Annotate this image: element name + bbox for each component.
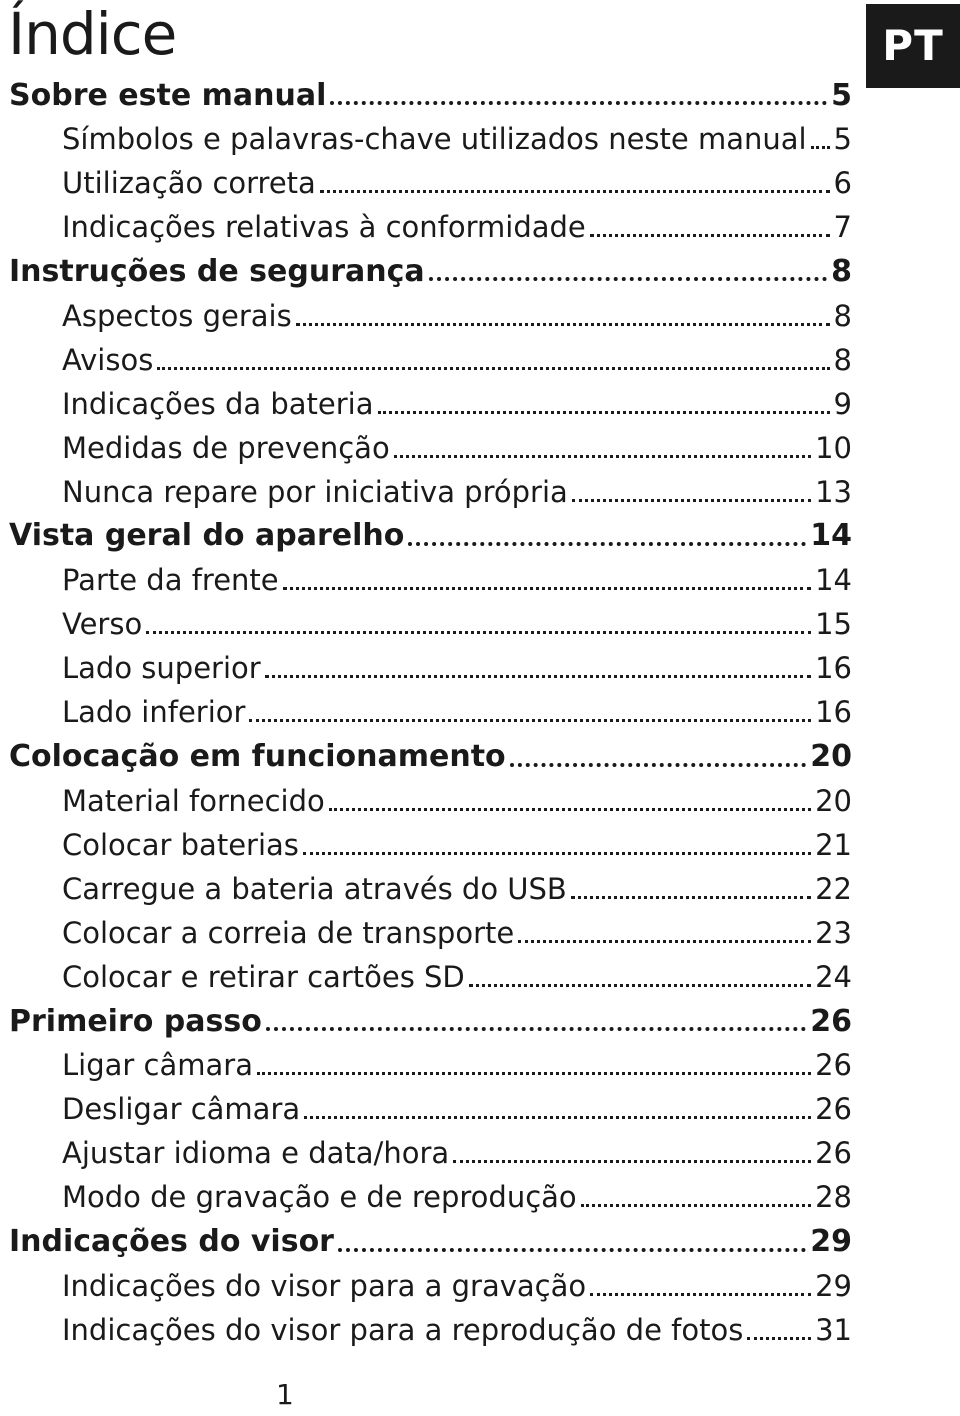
dot-leader — [590, 1292, 811, 1296]
toc-entry-page-number: 26 — [810, 1003, 852, 1039]
toc-entry-label: Colocar e retirar cartões SD — [62, 959, 465, 994]
toc-entry-page-number: 9 — [833, 386, 852, 421]
toc-entry-page-number: 5 — [833, 122, 852, 157]
dot-leader — [330, 100, 827, 105]
toc-entry-page-number: 16 — [815, 695, 852, 730]
dot-leader — [811, 145, 830, 149]
toc-entry-label: Lado superior — [62, 651, 261, 686]
toc-section-entry[interactable] — [0, 73, 852, 117]
toc-subsection-entry[interactable] — [0, 470, 852, 514]
toc-subsection-entry[interactable] — [0, 690, 852, 734]
toc-entry-label: Indicações do visor para a reprodução de fotos — [62, 1312, 744, 1347]
toc-subsection-entry[interactable] — [0, 382, 852, 426]
dot-leader — [303, 851, 811, 855]
toc-entry-label: Lado inferior — [62, 695, 246, 730]
toc-entry-label: Medidas de prevenção — [62, 430, 390, 465]
toc-subsection-entry[interactable] — [0, 1131, 852, 1175]
toc-entry-label: Indicações relativas à conformidade — [62, 210, 586, 245]
dot-leader — [394, 454, 811, 458]
toc-entry-page-number: 10 — [815, 430, 852, 465]
toc-entry-page-number: 28 — [815, 1180, 852, 1215]
dot-leader — [296, 322, 830, 326]
toc-subsection-entry[interactable] — [0, 955, 852, 999]
toc-entry-label: Material fornecido — [62, 783, 325, 818]
toc-subsection-entry[interactable] — [0, 558, 852, 602]
toc-subsection-entry[interactable] — [0, 293, 852, 337]
toc-entry-page-number: 29 — [815, 1268, 852, 1303]
toc-entry-label: Sobre este manual — [9, 77, 327, 113]
toc-entry-label: Verso — [62, 607, 143, 642]
footer-page-number: 1 — [276, 1378, 294, 1411]
toc-entry-page-number: 26 — [815, 1092, 852, 1127]
toc-entry-label: Indicações da bateria — [62, 386, 374, 421]
toc-entry-label: Ligar câmara — [62, 1048, 253, 1083]
toc-section-entry[interactable] — [0, 734, 852, 778]
toc-entry-page-number: 22 — [815, 871, 852, 906]
dot-leader — [257, 1071, 811, 1075]
toc-entry-page-number: 8 — [833, 342, 852, 377]
toc-entry-label: Colocação em funcionamento — [9, 738, 506, 774]
toc-section-entry[interactable] — [0, 514, 852, 558]
toc-subsection-entry[interactable] — [0, 1264, 852, 1308]
dot-leader — [469, 983, 811, 987]
dot-leader — [146, 630, 811, 634]
toc-subsection-entry[interactable] — [0, 338, 852, 382]
toc-entry-page-number: 16 — [815, 651, 852, 686]
toc-entry-label: Indicações do visor para a gravação — [62, 1268, 587, 1303]
toc-entry-label: Aspectos gerais — [62, 298, 292, 333]
page-title: Índice — [8, 0, 177, 68]
dot-leader — [266, 1026, 806, 1031]
toc-subsection-entry[interactable] — [0, 779, 852, 823]
toc-entry-page-number: 6 — [833, 166, 852, 201]
toc-entry-page-number: 26 — [815, 1136, 852, 1171]
dot-leader — [571, 895, 811, 899]
toc-entry-page-number: 5 — [831, 77, 852, 113]
dot-leader — [408, 541, 806, 546]
toc-entry-label: Símbolos e palavras-chave utilizados neste manual — [62, 122, 807, 157]
dot-leader — [518, 939, 811, 943]
toc-entry-label: Desligar câmara — [62, 1092, 301, 1127]
toc-subsection-entry[interactable] — [0, 1087, 852, 1131]
toc-subsection-entry[interactable] — [0, 117, 852, 161]
toc-entry-page-number: 8 — [831, 253, 852, 289]
toc-entry-page-number: 7 — [833, 210, 852, 245]
dot-leader — [581, 1203, 811, 1207]
toc-entry-page-number: 24 — [815, 959, 852, 994]
toc-entry-page-number: 20 — [815, 783, 852, 818]
toc-subsection-entry[interactable] — [0, 646, 852, 690]
toc-entry-label: Ajustar idioma e data/hora — [62, 1136, 450, 1171]
table-of-contents — [0, 73, 960, 1352]
toc-entry-page-number: 31 — [815, 1312, 852, 1347]
toc-subsection-entry[interactable] — [0, 426, 852, 470]
dot-leader — [510, 762, 807, 767]
toc-entry-page-number: 23 — [815, 915, 852, 950]
toc-subsection-entry[interactable] — [0, 1175, 852, 1219]
toc-entry-label: Vista geral do aparelho — [9, 518, 405, 554]
dot-leader — [378, 410, 830, 414]
dot-leader — [283, 586, 811, 590]
dot-leader — [572, 498, 811, 502]
toc-entry-label: Utilização correta — [62, 166, 316, 201]
toc-section-entry[interactable] — [0, 1219, 852, 1263]
toc-entry-page-number: 8 — [833, 298, 852, 333]
dot-leader — [747, 1336, 811, 1340]
dot-leader — [429, 276, 827, 281]
toc-subsection-entry[interactable] — [0, 161, 852, 205]
toc-entry-page-number: 14 — [815, 563, 852, 598]
toc-subsection-entry[interactable] — [0, 911, 852, 955]
toc-entry-label: Carregue a bateria através do USB — [62, 871, 567, 906]
dot-leader — [320, 189, 830, 193]
dot-leader — [304, 1115, 811, 1119]
toc-entry-page-number: 20 — [810, 738, 852, 774]
toc-entry-label: Colocar baterias — [62, 827, 299, 862]
toc-entry-page-number: 21 — [815, 827, 852, 862]
toc-entry-label: Modo de gravação e de reprodução — [62, 1180, 577, 1215]
dot-leader — [157, 366, 829, 370]
toc-entry-label: Primeiro passo — [9, 1003, 262, 1039]
toc-section-entry[interactable] — [0, 999, 852, 1043]
toc-entry-page-number: 13 — [815, 474, 852, 509]
toc-entry-label: Indicações do visor — [9, 1223, 334, 1259]
dot-leader — [453, 1159, 811, 1163]
toc-entry-page-number: 14 — [810, 518, 852, 554]
toc-subsection-entry[interactable] — [0, 1308, 852, 1352]
dot-leader — [590, 233, 830, 237]
toc-entry-label: Colocar a correia de transporte — [62, 915, 515, 950]
toc-entry-page-number: 26 — [815, 1048, 852, 1083]
toc-subsection-entry[interactable] — [0, 867, 852, 911]
toc-subsection-entry[interactable] — [0, 602, 852, 646]
toc-entry-page-number: 29 — [810, 1223, 852, 1259]
toc-subsection-entry[interactable] — [0, 1043, 852, 1087]
toc-subsection-entry[interactable] — [0, 205, 852, 249]
dot-leader — [338, 1247, 806, 1252]
toc-section-entry[interactable] — [0, 249, 852, 293]
dot-leader — [265, 674, 811, 678]
toc-entry-label: Parte da frente — [62, 563, 279, 598]
toc-entry-label: Instruções de segurança — [9, 253, 425, 289]
dot-leader — [329, 807, 811, 811]
toc-entry-page-number: 15 — [815, 607, 852, 642]
toc-subsection-entry[interactable] — [0, 823, 852, 867]
language-badge: PT — [866, 4, 960, 88]
toc-entry-label: Avisos — [62, 342, 154, 377]
dot-leader — [249, 718, 811, 722]
toc-entry-label: Nunca repare por iniciativa própria — [62, 474, 568, 509]
